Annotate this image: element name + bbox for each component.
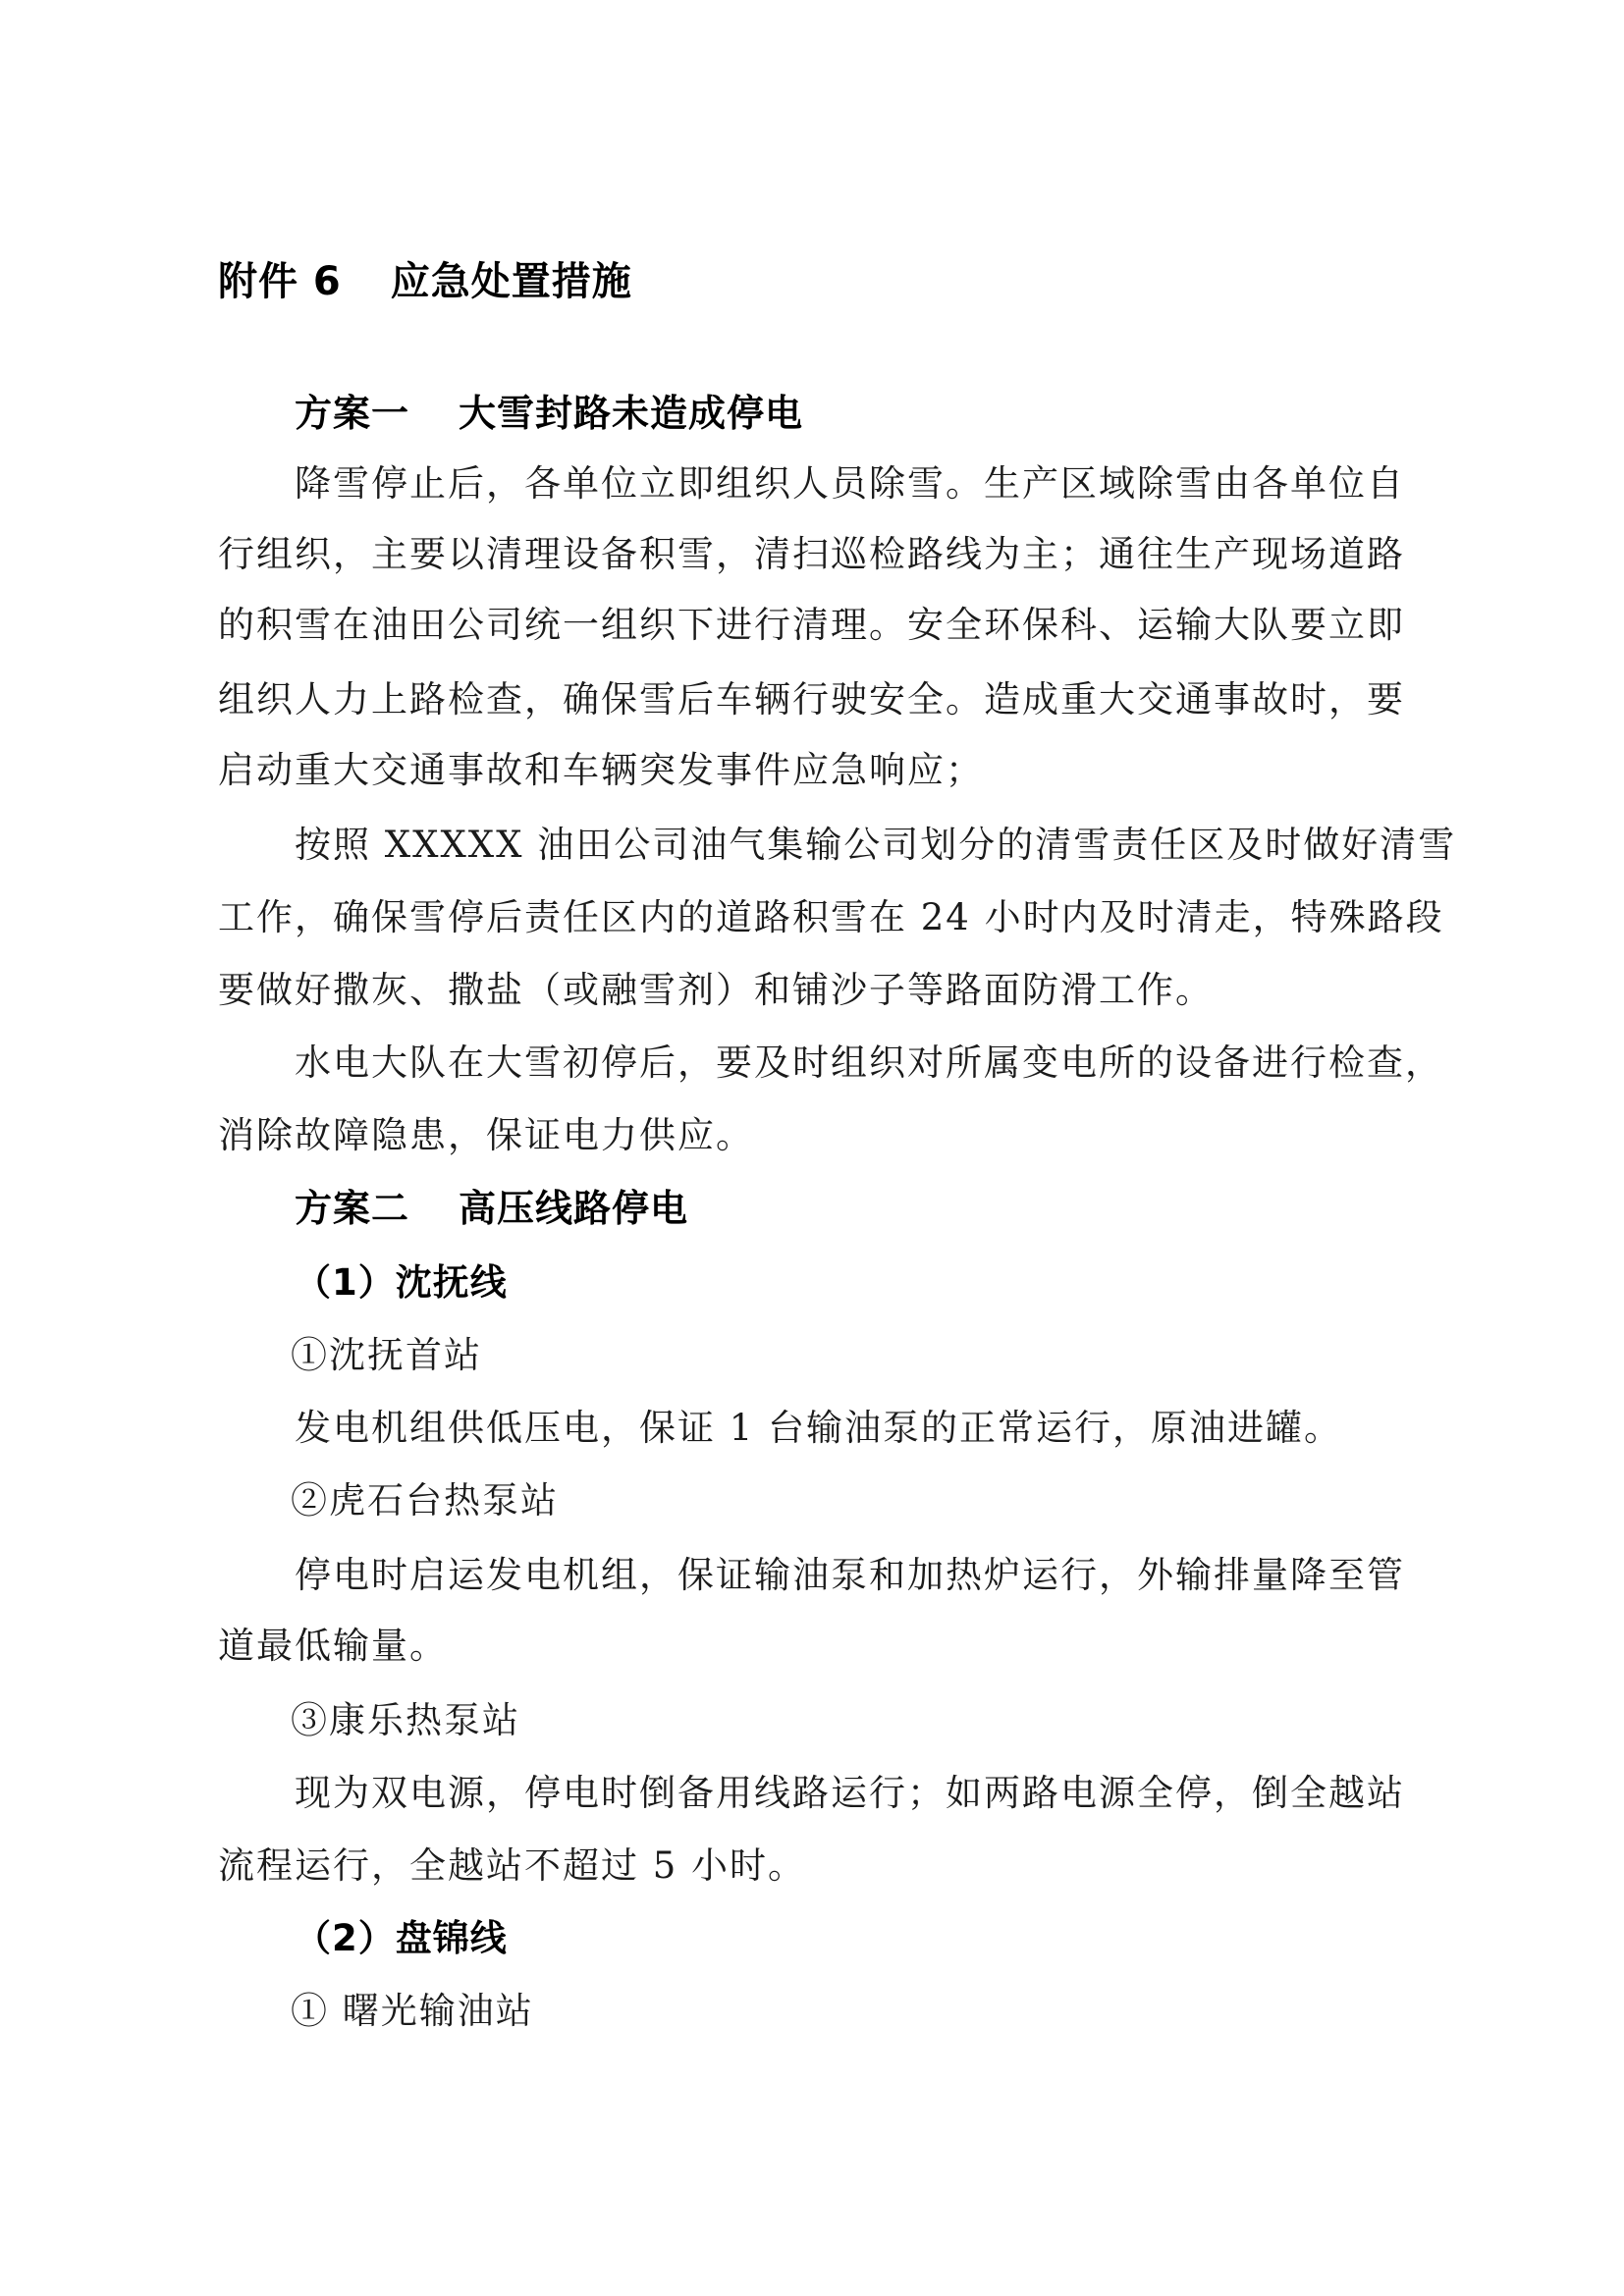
plan2-heading [295,1184,688,1233]
plan1-para1-line: 组织人力上路检查，确保雪后车辆行驶安全。造成重大交通事故时，要 [218,678,1405,721]
plan1-para2-line: 工作，确保雪停后责任区内的道路积雪在 24 小时内及时清走，特殊路段 [218,896,1444,938]
station-title: ③康乐热泵站 [291,1699,520,1741]
station-title: ①沈抚首站 [291,1334,482,1376]
plan1-para2-line: 要做好撒灰、撒盐（或融雪剂）和铺沙子等路面防滑工作。 [218,969,1214,1011]
station-body-line: 停电时启运发电机组，保证输油泵和加热炉运行，外输排量降至管 [295,1554,1405,1596]
attachment-title-text: 应急处置措施 [390,259,632,304]
plan2-sec1-heading: （1）沈抚线 [295,1261,508,1304]
plan1-para1-line: 行组织，主要以清理设备积雪，清扫巡检路线为主；通往生产现场道路 [218,533,1405,575]
plan1-para1-line: 的积雪在油田公司统一组织下进行清理。安全环保科、运输大队要立即 [218,604,1405,646]
plan1-para3-line: 消除故障隐患，保证电力供应。 [218,1114,754,1156]
station-body-line: 发电机组供低压电，保证 1 台输油泵的正常运行，原油进罐。 [295,1407,1343,1449]
plan1-label: 方案一 [295,392,410,435]
plan1-para3-line: 水电大队在大雪初停后，要及时组织对所属变电所的设备进行检查， [295,1041,1443,1084]
plan2-label: 方案二 [295,1187,410,1230]
plan2-sec2-heading: （2）盘锦线 [295,1917,508,1959]
plan1-para1-line: 启动重大交通事故和车辆突发事件应急响应； [218,749,984,791]
plan1-heading-text: 大雪封路未造成停电 [459,392,804,435]
station-title: ① 曙光输油站 [291,1990,534,2032]
attachment-title [218,257,632,306]
attachment-label: 附件 6 [218,259,342,304]
station-body-line: 现为双电源，停电时倒备用线路运行；如两路电源全停，倒全越站 [295,1772,1405,1814]
plan1-para2-line: 按照 XXXXX 油田公司油气集输公司划分的清雪责任区及时做好清雪 [295,824,1457,866]
station-title: ②虎石台热泵站 [291,1479,559,1522]
station-body-line: 道最低输量。 [218,1625,448,1667]
plan1-heading [295,389,803,438]
station-body-line: 流程运行，全越站不超过 5 小时。 [218,1844,807,1887]
plan1-para1-line: 降雪停止后，各单位立即组织人员除雪。生产区域除雪由各单位自 [295,462,1405,505]
plan2-heading-text: 高压线路停电 [459,1187,689,1230]
